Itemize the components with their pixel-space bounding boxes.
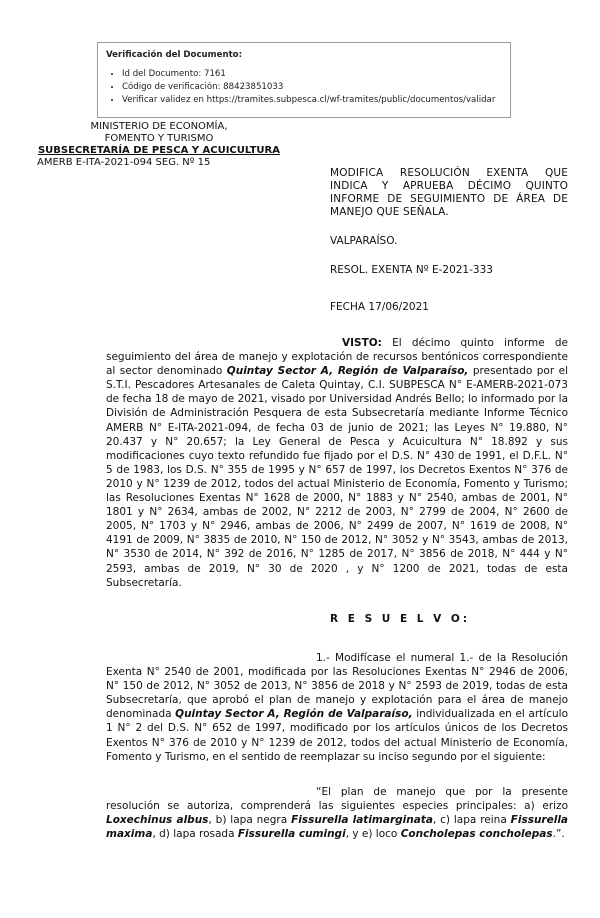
ministry-header bbox=[34, 121, 284, 169]
visto-text-1: El décimo quinto informe de seguimiento del área de manejo y explotación de recursos bentónicos correspondiente al sector denominado bbox=[106, 337, 568, 378]
quote-text-3: , c) lapa reina bbox=[432, 814, 511, 827]
verification-title: Verificación del Documento: bbox=[106, 50, 243, 60]
species-concholepas: Concholepas concholepas bbox=[400, 828, 553, 841]
quote-paragraph bbox=[106, 785, 568, 841]
subsecretaria-name: SUBSECRETARÍA DE PESCA Y ACUICULTURA bbox=[37, 145, 280, 156]
ministry-name: MINISTERIO DE ECONOMÍA, bbox=[90, 121, 228, 132]
point1-paragraph bbox=[106, 651, 568, 764]
species-fissurella-cumingi: Fissurella cumingi bbox=[237, 828, 346, 841]
point1-text-2: individualizada en el artículo 1 N° 2 del D.S. N° 652 de 1997, modificado por los artículos únicos de los Decretos Exentos N° 376 de 2010 y N° 1239 de 2012, todos del actual Ministerio de Economía, Fomento y Turismo, en el sentido de reemplazar su inciso segundo por el siguiente: bbox=[106, 708, 568, 763]
species-fissurella-latimarginata: Fissurella latimarginata bbox=[291, 814, 433, 827]
document-reference: AMERB E-ITA-2021-094 SEG. Nº 15 bbox=[37, 157, 211, 168]
document-date: FECHA 17/06/2021 bbox=[330, 301, 429, 313]
quote-text-2: , b) lapa negra bbox=[208, 814, 292, 827]
species-fissurella-maxima: Fissurella maxima bbox=[106, 814, 569, 841]
visto-label: VISTO: bbox=[342, 337, 382, 349]
quote-text-5: , y e) loco bbox=[345, 828, 401, 841]
verification-document-id: • Id del Documento: 7161 bbox=[122, 69, 502, 80]
point1-text-1: 1.- Modifícase el numeral 1.- de la Resolución Exenta N° 2540 de 2001, modificada por las Resoluciones Exentas N° 2946 de 2006, N° 150 de 2012, N° 3052 de 2013, N° 3856 de 2018 y N° 2593 de 2019, todas de esta Subsecretaría, que aprobó el plan de manejo y explotación para el área de manejo denominada bbox=[106, 652, 568, 721]
resolution-number: RESOL. EXENTA Nº E-2021-333 bbox=[330, 264, 493, 276]
quote-text-6: .”. bbox=[552, 828, 565, 841]
visto-area-name: Quintay Sector A, Región de Valparaíso, bbox=[226, 365, 469, 378]
visto-paragraph bbox=[106, 336, 568, 590]
verification-code: • Código de verificación: 88423851033 bbox=[122, 82, 502, 93]
verification-url[interactable]: • Verificar validez en https://tramites.subpesca.cl/wf-tramites/public/documentos/validar bbox=[122, 95, 502, 106]
document-place: VALPARAÍSO. bbox=[330, 235, 398, 247]
ministry-name-line2: FOMENTO Y TURISMO bbox=[104, 133, 214, 144]
point1-area-name: Quintay Sector A, Región de Valparaíso, bbox=[175, 708, 413, 721]
visto-text-2: presentado por el S.T.I. Pescadores Artesanales de Caleta Quintay, C.I. SUBPESCA N° E-AMERB-2021-073 de fecha 18 de mayo de 2021, visado por Universidad Andrés Bello; lo informado por la División de Administración Pesquera de esta Subsecretaría mediante Informe Técnico AMERB N° E-ITA-2021-094, de fecha 03 de junio de 2021; las Leyes N° 19.880, N° 20.437 y N° 20.657; la Ley General de Pesca y Acuicultura N° 18.892 y sus modificaciones cuyo texto refundido fue fijado por el D.S. N° 430 de 1991, el D.F.L. N° 5 de 1983, los D.S. N° 355 de 1995 y N° 657 de 1997, los Decretos Exentos N° 376 de 2010 y N° 1239 de 2012, todos del actual Ministerio de Economía, Fomento y Turismo; las Resoluciones Exentas N° 1628 de 2000, N° 1883 y N° 2540, ambas de 2001, N° 1801 y N° 2634, ambas de 2002, N° 2212 de 2003, N° 2799 de 2004, N° 2600 de 2005, N° 1703 y N° 2946, ambas de 2006, N° 2499 de 2007, N° 1619 de 2008, N° 4191 de 2009, N° 3835 de 2010, N° 150 de 2012, N° 3052 y N° 3543, ambas de 2013, N° 3530 de 2014, N° 392 de 2016, N° 1285 de 2017, N° 3856 de 2018, N° 444 y N° 2593, ambas de 2019, N° 30 de 2020 , y N° 1200 de 2021, todas de esta Subsecretaría. bbox=[106, 365, 568, 589]
quote-text-4: , d) lapa rosada bbox=[152, 828, 238, 841]
resuelvo-heading: R E S U E L V O: bbox=[330, 613, 471, 625]
quote-text-1: “El plan de manejo que por la presente resolución se autoriza, comprenderá las siguientes especies principales: a) erizo bbox=[106, 786, 568, 813]
verification-box bbox=[97, 42, 511, 118]
verification-list bbox=[106, 69, 502, 106]
document-title: MODIFICA RESOLUCIÓN EXENTA QUE INDICA Y APRUEBA DÉCIMO QUINTO INFORME DE SEGUIMIENTO DE ÁREA DE MANEJO QUE SEÑALA. bbox=[330, 167, 568, 218]
species-loxechinus: Loxechinus albus bbox=[106, 814, 209, 827]
